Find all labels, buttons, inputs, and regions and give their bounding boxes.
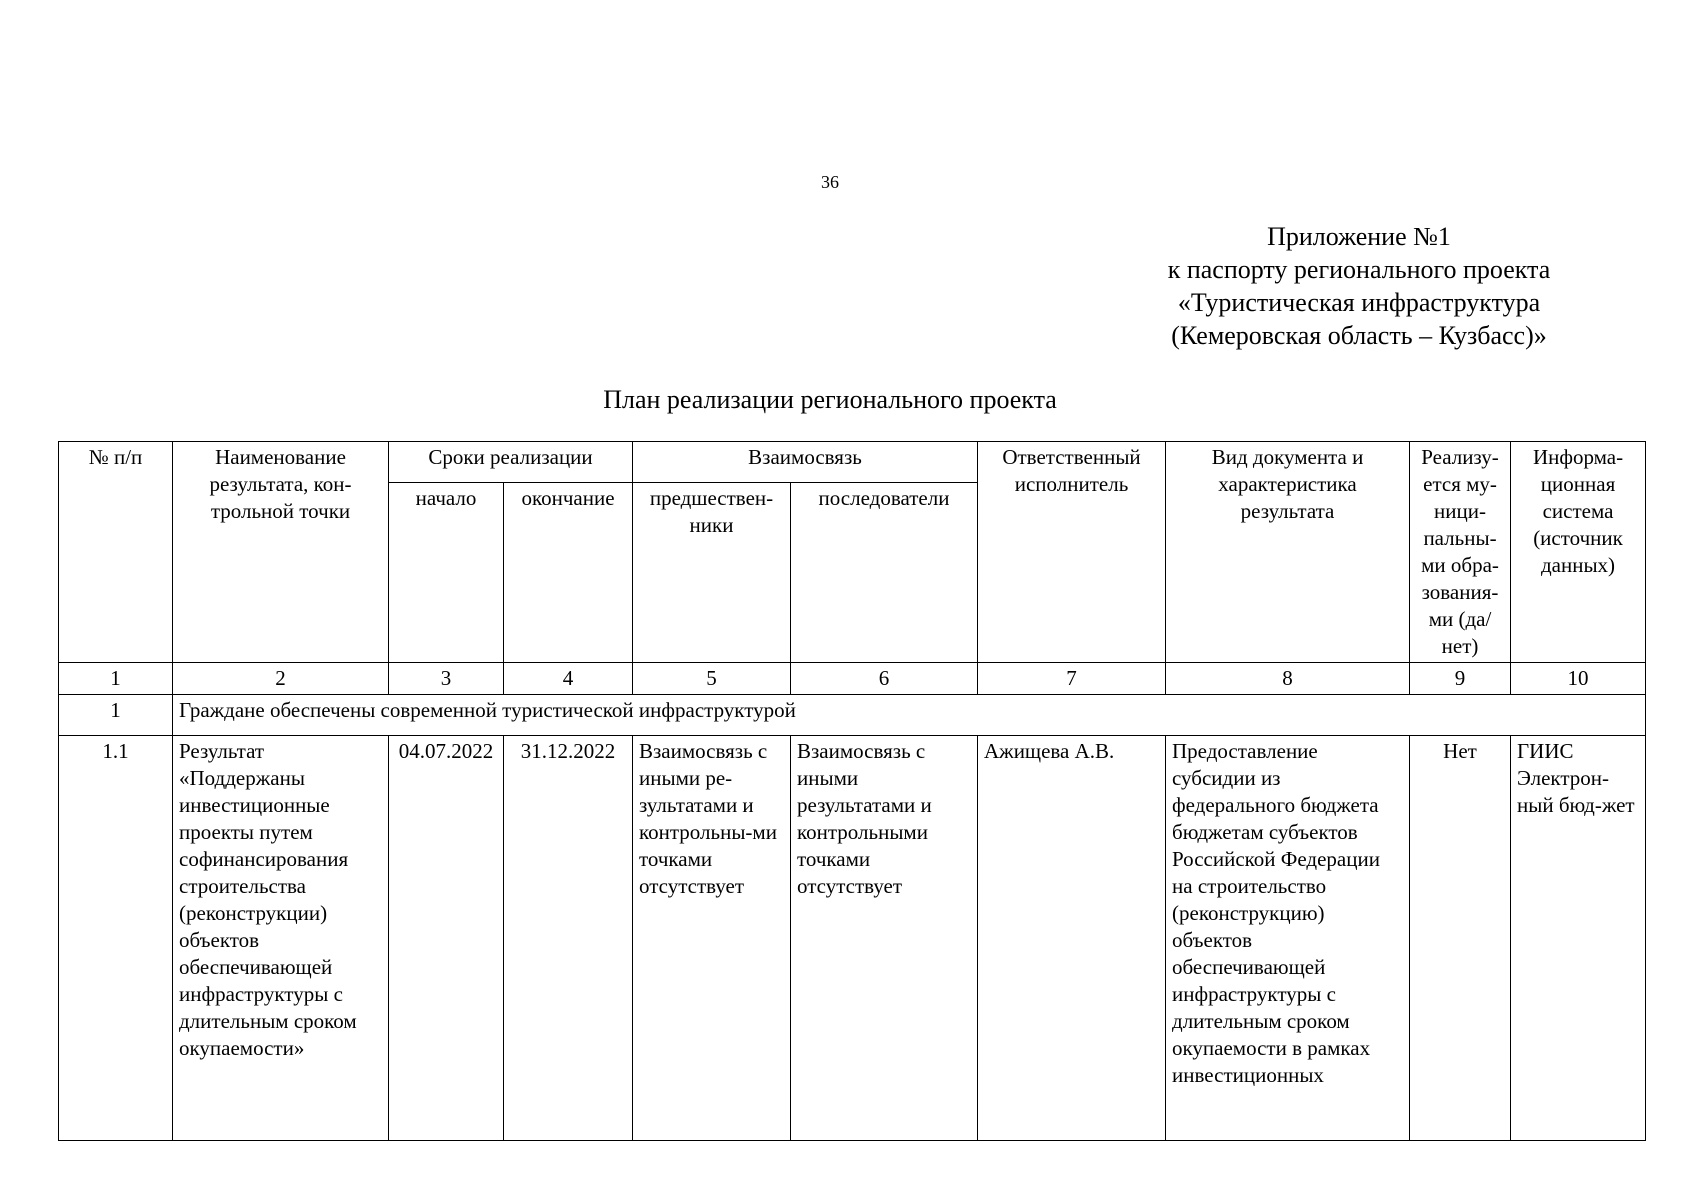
column-number: 5	[633, 663, 791, 695]
plan-table	[58, 441, 1646, 1141]
page-number: 36	[821, 172, 839, 192]
column-number: 2	[173, 663, 389, 695]
header-successors: последователи	[791, 483, 978, 663]
goal-text: Граждане обеспечены современной туристической инфраструктурой	[173, 695, 1646, 736]
column-number: 6	[791, 663, 978, 695]
column-number-row	[59, 663, 1646, 695]
header-num: № п/п	[59, 442, 173, 663]
appendix-header	[1099, 220, 1619, 352]
row-municipal: Нет	[1410, 736, 1511, 1141]
header-end: окончание	[504, 483, 633, 663]
row-start: 04.07.2022	[389, 736, 504, 1141]
appendix-line: (Кемеровская область – Кузбасс)»	[1171, 321, 1547, 350]
header-municipal: Реализу-ется му-ници-пальны-ми обра-зования-ми (да/нет)	[1410, 442, 1511, 663]
column-number: 1	[59, 663, 173, 695]
row-end: 31.12.2022	[504, 736, 633, 1141]
header-info-system: Информа-ционная система (источник данных)	[1511, 442, 1646, 663]
appendix-line: «Туристическая инфраструктура	[1177, 288, 1541, 317]
row-successors: Взаимосвязь с иными результатами и контрольными точками отсутствует	[791, 736, 978, 1141]
header-row-top	[59, 442, 1646, 483]
table-row	[59, 736, 1646, 1141]
header-relation: Взаимосвязь	[633, 442, 978, 483]
header-predecessors: предшествен-ники	[633, 483, 791, 663]
column-number: 10	[1511, 663, 1646, 695]
row-info-system: ГИИС Электрон-ный бюд-жет	[1511, 736, 1646, 1141]
row-num: 1.1	[59, 736, 173, 1141]
row-doc-type: Предоставление субсидии из федерального бюджета бюджетам субъектов Российской Федерации на строительство (реконструкцию) объектов обеспечивающей инфраструктуры с длительным сроком окупаемости в рамках инвестиционных	[1166, 736, 1410, 1141]
column-number: 8	[1166, 663, 1410, 695]
header-responsible: Ответственный исполнитель	[978, 442, 1166, 663]
header-terms: Сроки реализации	[389, 442, 633, 483]
header-name: Наименование результата, кон-трольной точки	[173, 442, 389, 663]
column-number: 4	[504, 663, 633, 695]
header-start: начало	[389, 483, 504, 663]
column-number: 3	[389, 663, 504, 695]
row-name: Результат «Поддержаны инвестиционные проекты путем софинансирования строительства (реконструкции) объектов обеспечивающей инфраструктуры с длительным сроком окупаемости»	[173, 736, 389, 1141]
column-number: 7	[978, 663, 1166, 695]
plan-title: План реализации регионального проекта	[603, 385, 1057, 414]
row-responsible: Ажищева А.В.	[978, 736, 1166, 1141]
goal-num: 1	[59, 695, 173, 736]
goal-row	[59, 695, 1646, 736]
column-number: 9	[1410, 663, 1511, 695]
appendix-line: к паспорту регионального проекта	[1167, 255, 1551, 284]
appendix-line: Приложение №1	[1267, 222, 1451, 251]
header-doc-type: Вид документа и характеристика результата	[1166, 442, 1410, 663]
row-predecessors: Взаимосвязь с иными ре-зультатами и контрольны-ми точками отсутствует	[633, 736, 791, 1141]
